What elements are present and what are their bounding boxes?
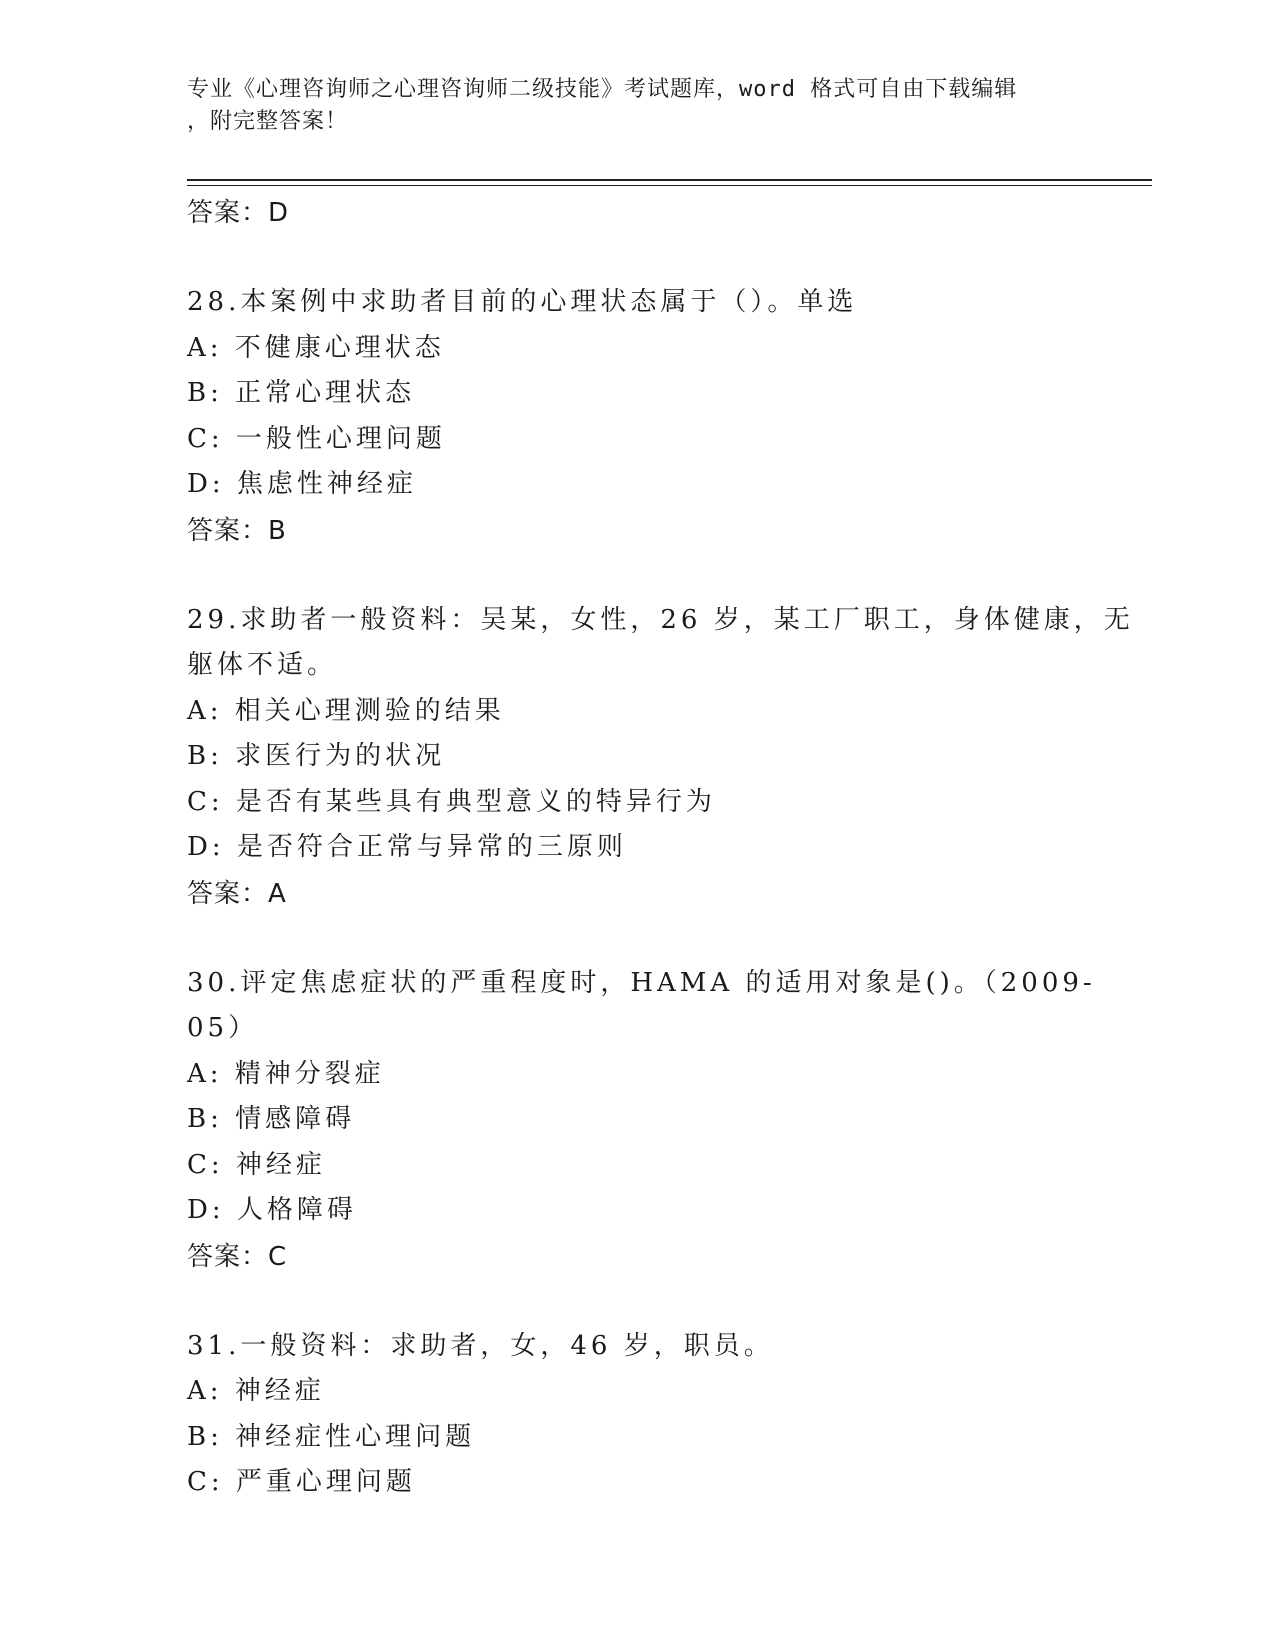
question-stem: 28.本案例中求助者目前的心理状态属于（）。单选	[187, 287, 858, 317]
question-stem: 31.一般资料：求助者，女，46 岁，职员。	[187, 1330, 774, 1361]
question-29	[187, 598, 1137, 917]
option-c: C: 是否有某些具有典型意义的特异行为	[187, 786, 716, 817]
header-divider	[187, 179, 1152, 181]
answer-line: 答案：A	[187, 878, 287, 909]
question-stem: 29.求助者一般资料：吴某，女性，26 岁，某工厂职工，身体健康，无躯体不适。	[187, 604, 1134, 680]
option-d: D: 是否符合正常与异常的三原则	[187, 832, 627, 862]
question-list	[187, 190, 1137, 1506]
header-line-2: ，附完整答案！	[187, 109, 349, 134]
document-header	[187, 74, 1067, 138]
header-line-1: 专业《心理咨询师之心理咨询师二级技能》考试题库，word 格式可自由下载编辑	[187, 77, 1018, 102]
option-a: A: 神经症	[187, 1376, 325, 1406]
option-a: A: 精神分裂症	[187, 1058, 385, 1089]
question-28	[187, 280, 1137, 554]
answer-line: 答案：D	[187, 198, 290, 228]
option-b: B: 神经症性心理问题	[187, 1421, 476, 1452]
header-divider-thin	[187, 185, 1152, 186]
option-d: D: 人格障碍	[187, 1195, 357, 1225]
option-b: B: 正常心理状态	[187, 378, 416, 408]
question-30	[187, 961, 1137, 1280]
option-c: C: 神经症	[187, 1149, 326, 1180]
option-b: B: 情感障碍	[187, 1104, 356, 1134]
option-d: D: 焦虑性神经症	[187, 469, 417, 499]
option-c: C: 严重心理问题	[187, 1467, 416, 1497]
option-a: A: 不健康心理状态	[187, 332, 445, 363]
question-31	[187, 1324, 1137, 1506]
answer-line: 答案：C	[187, 1241, 288, 1272]
answer-line: 答案：B	[187, 515, 287, 546]
option-c: C: 一般性心理问题	[187, 423, 446, 454]
question-stem: 30.评定焦虑症状的严重程度时，HAMA 的适用对象是()。（2009-05）	[187, 967, 1096, 1043]
option-a: A: 相关心理测验的结果	[187, 695, 505, 726]
option-b: B: 求医行为的状况	[187, 741, 446, 771]
